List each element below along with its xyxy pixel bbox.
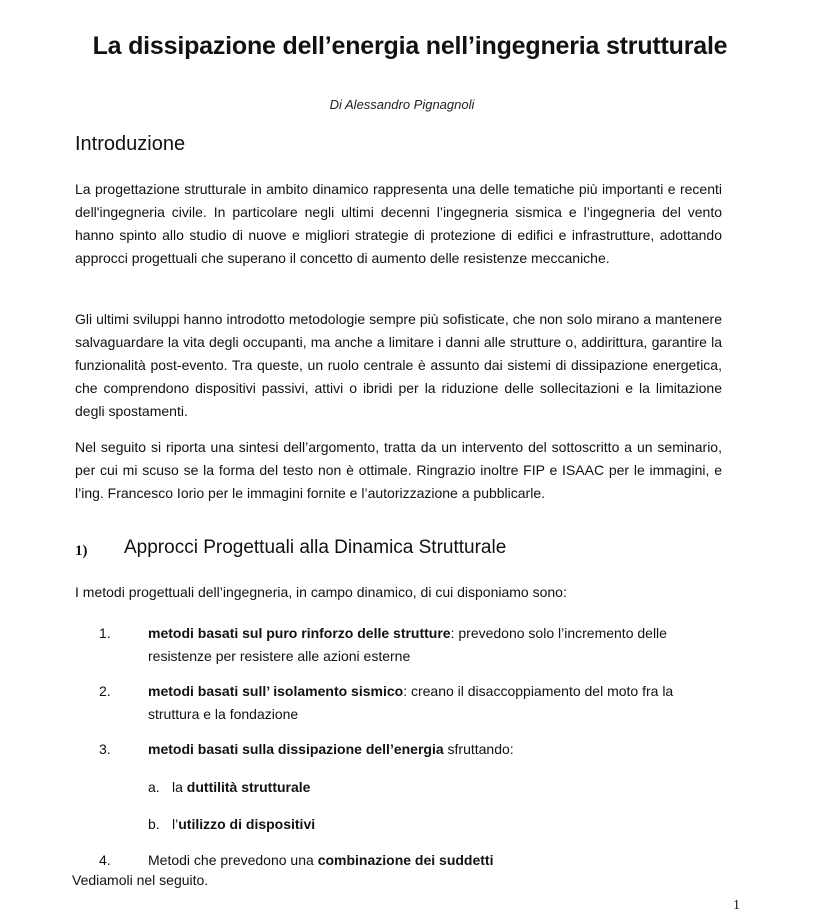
intro-paragraph-2: Gli ultimi sviluppi hanno introdotto metodologie sempre più sofisticate, che non solo mirano a mantenere salvaguardare la vita degli occupanti, ma anche a limitare i danni alle strutture o, addirittura, garantire la funzionalità post-evento. Tra queste, un ruolo centrale è assunto dai sistemi di dissipazione energetica, che comprendono dispositivi passivi, attivi o ibridi per la riduzione delle sollecitazioni e la limitazione degli spostamenti. [75,311,722,419]
list-item-bold: metodi basati sul puro rinforzo delle strutture [148,625,451,641]
list-item-bold: metodi basati sulla dissipazione dell’energia [148,741,444,757]
intro-paragraph-3: Nel seguito si riporta una sintesi dell’argomento, tratta da un intervento del sottoscritto a un seminario, per cui mi scuso se la forma del testo non è ottimale. Ringrazio inoltre FIP e ISAAC per le immagini, e l’ing. Francesco Iorio per le immagini fornite e l’autorizzazione a pubblicarle. [75,439,722,501]
sublist-item-devices [172,813,315,836]
page-number: 1 [733,898,740,913]
list-item-text: Metodi che prevedono una [148,852,318,868]
sublist-item-text: l’ [172,816,179,832]
sublist-item-text: la [172,779,187,795]
list-item-text: sfruttando: [443,741,514,757]
list-item-bold: metodi basati sull’ isolamento sismico [148,683,404,699]
sublist-item-bold: duttilità strutturale [186,779,311,795]
sublist-item-ductility [172,776,310,799]
sublist-letter: b. [148,816,160,832]
list-item-isolation [148,680,708,726]
section-lead: I metodi progettuali dell’ingegneria, in campo dinamico, di cui disponiamo sono: [75,584,567,600]
list-item-bold: combinazione dei suddetti [317,852,494,868]
list-item-text: : prevedono solo l’incremento delle resistenze per resistere alle azioni esterne [148,625,667,664]
list-item-number: 2. [99,683,111,699]
list-item-combination [148,849,708,872]
list-item-number: 3. [99,741,111,757]
closing-line: Vediamoli nel seguito. [72,872,209,888]
sublist-item-bold: utilizzo di dispositivi [178,816,316,832]
section-title: Approcci Progettuali alla Dinamica Strutturale [124,537,507,558]
intro-heading: Introduzione [75,133,186,155]
list-item-number: 4. [99,852,111,868]
sublist-letter: a. [148,779,160,795]
list-item-number: 1. [99,625,111,641]
section-number: 1) [75,543,88,559]
list-item-text: : creano il disaccoppiamento del moto fra la struttura e la fondazione [148,683,674,722]
author-line: Di Alessandro Pignagnoli [329,97,475,112]
document-title: La dissipazione dell’energia nell’ingegneria strutturale [92,32,728,60]
list-item-dissipation [148,738,708,761]
intro-paragraph-1: La progettazione strutturale in ambito dinamico rappresenta una delle tematiche più importanti e recenti dell'ingegneria civile. In particolare negli ultimi decenni l’ingegneria sismica e l’ingegneria del vento hanno spinto allo studio di nuove e migliori strategie di protezione di edifici e infrastrutture, adottando approcci progettuali che superano il concetto di aumento delle resistenze meccaniche. [75,181,722,266]
list-item-reinforcement [148,622,708,668]
